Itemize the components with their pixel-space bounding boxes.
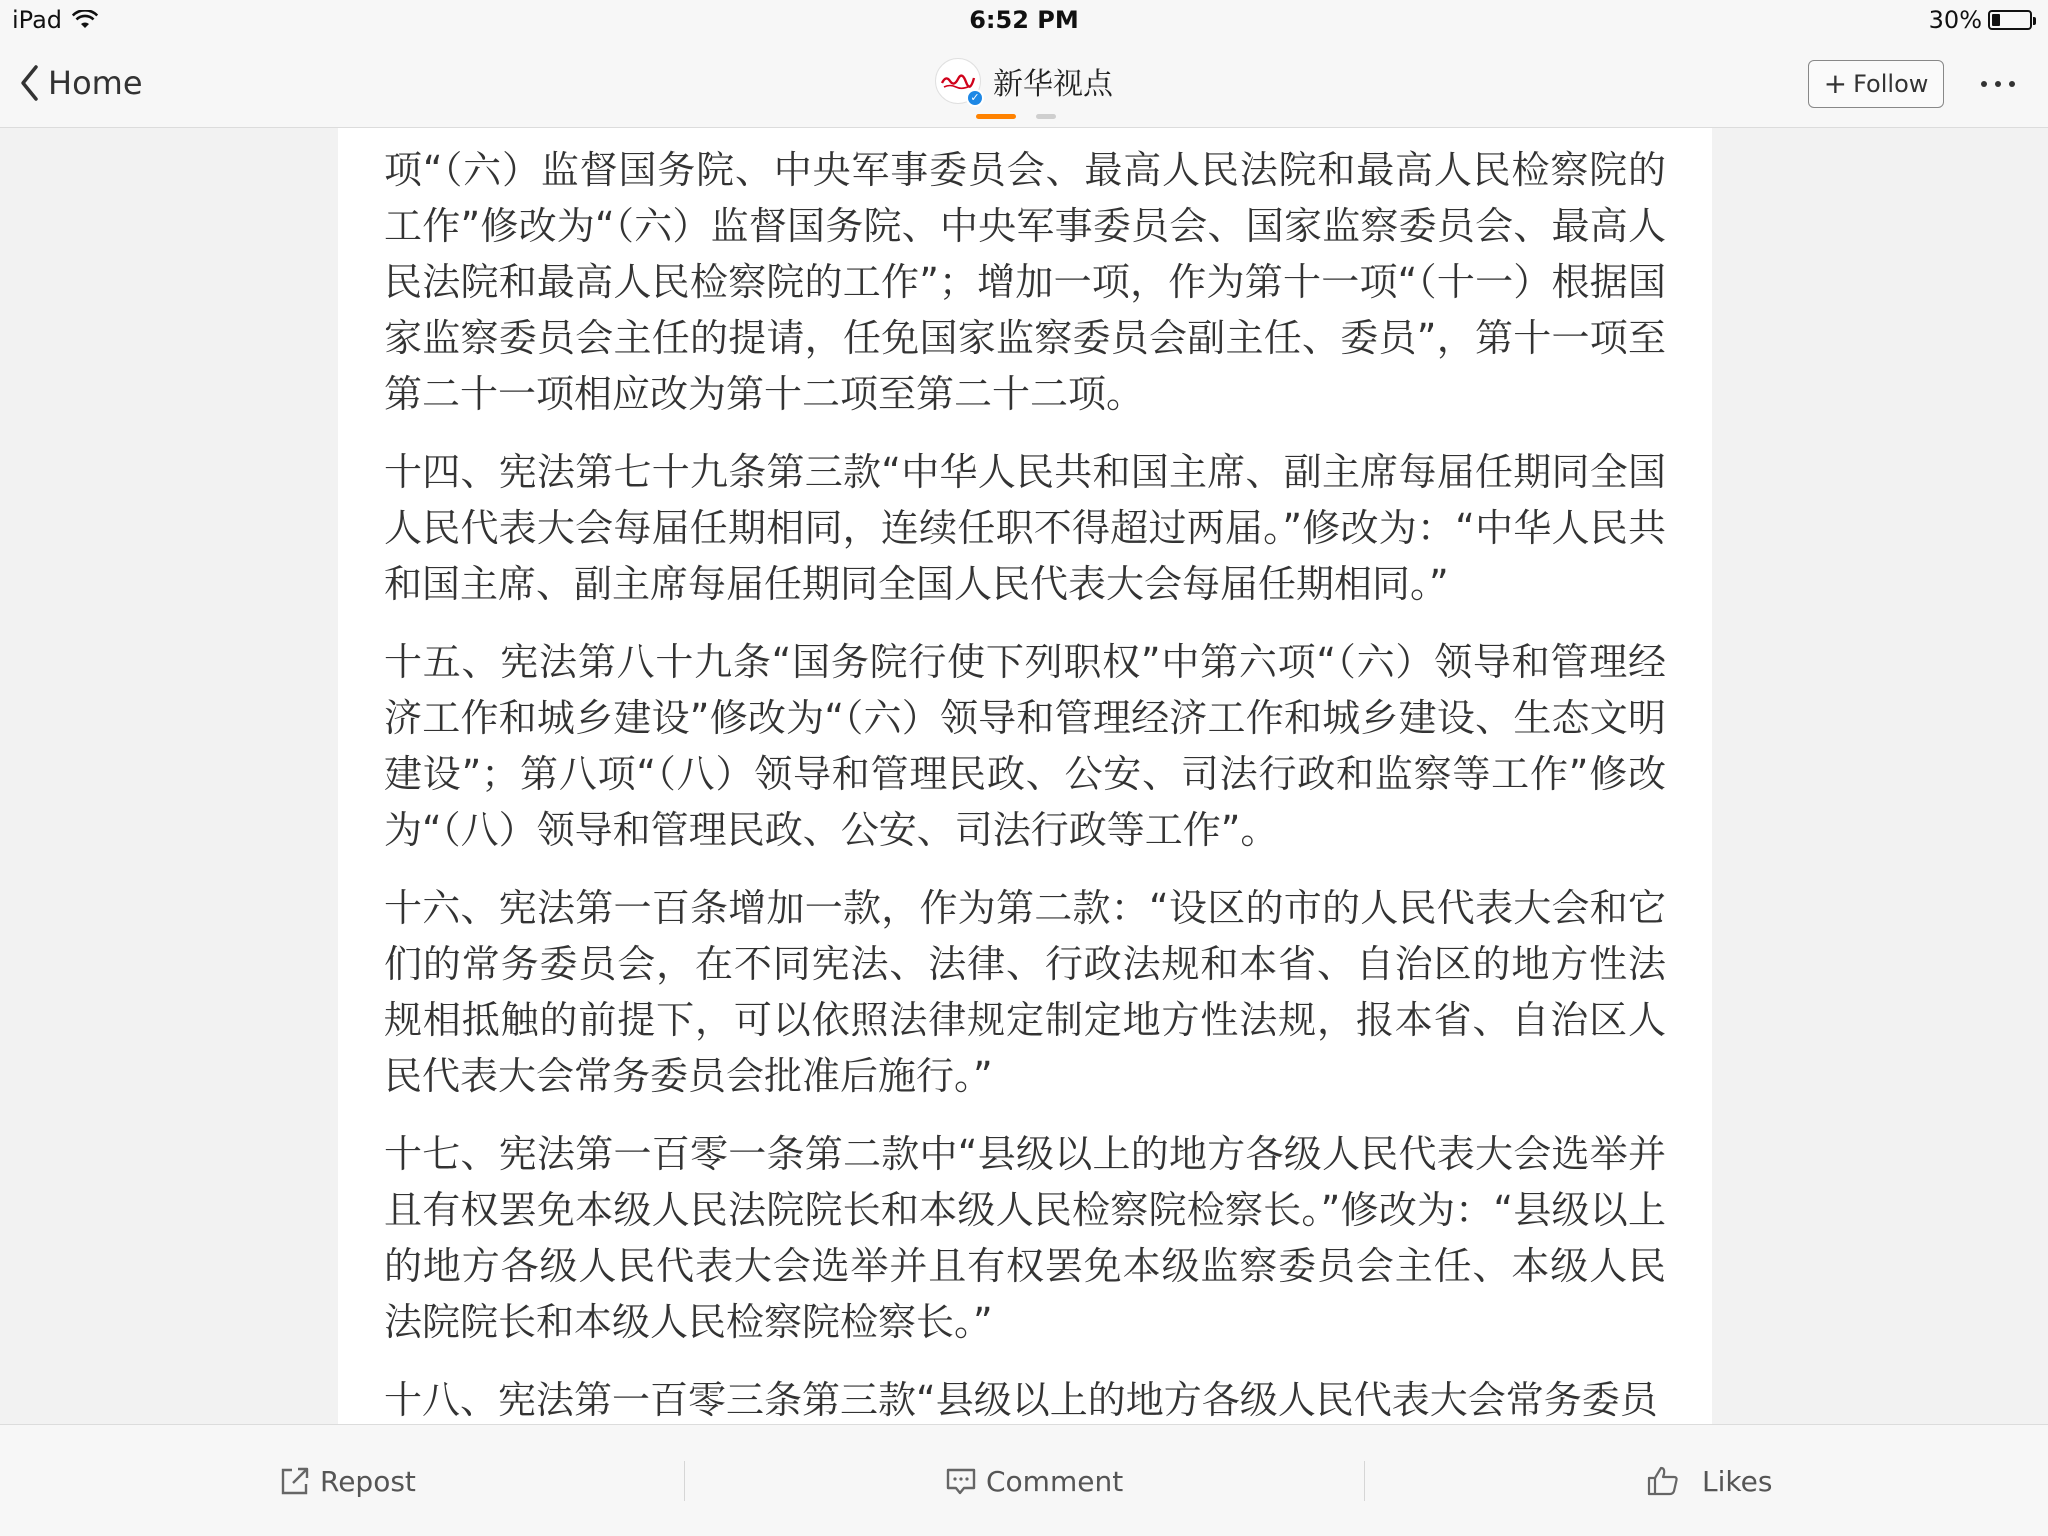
nav-title-group[interactable]: [0, 58, 2048, 104]
likes-label: Likes: [1702, 1464, 1773, 1498]
comment-label: Comment: [986, 1464, 1124, 1498]
repost-icon: [278, 1464, 312, 1498]
battery-fill: [1992, 14, 2000, 26]
follow-label: Follow: [1853, 70, 1929, 98]
comment-button[interactable]: [944, 1453, 1123, 1509]
status-time: 6:52 PM: [969, 6, 1079, 34]
likes-button[interactable]: [1646, 1453, 1772, 1509]
article-paragraph: 十四、宪法第七十九条第三款“中华人民共和国主席、副主席每届任期同全国人民代表大会每届任期相同，连续任职不得超过两届。”修改为：“中华人民共和国主席、副主席每届任期同全国人民代表大会每届任期相同。”: [384, 450, 1666, 606]
repost-button[interactable]: [278, 1453, 416, 1509]
more-button[interactable]: [1966, 64, 2030, 104]
more-dot: [1981, 81, 1987, 87]
follow-button[interactable]: [1808, 60, 1944, 108]
nav-bar: [0, 40, 2048, 128]
avatar: [935, 58, 981, 104]
article-body: [384, 142, 1666, 1424]
article-paragraph: 十八、宪法第一百零三条第三款“县级以上的地方各级人民代表大会常务委员: [384, 1378, 1658, 1422]
plus-icon: +: [1823, 67, 1848, 100]
article-content[interactable]: [338, 128, 1712, 1424]
article-paragraph: 十六、宪法第一百条增加一款，作为第二款：“设区的市的人民代表大会和它们的常务委员会，在不同宪法、法律、行政法规和本省、自治区的地方性法规相抵触的前提下，可以依照法律规定制定地方性法规，报本省、自治区人民代表大会常务委员会批准后施行。”: [384, 886, 1666, 1098]
tab-indicator-inactive: [1036, 114, 1056, 119]
tab-indicator-active: [976, 114, 1016, 119]
article-paragraph: 十五、宪法第八十九条“国务院行使下列职权”中第六项“（六）领导和管理经济工作和城乡建设”修改为“（六）领导和管理经济工作和城乡建设、生态文明建设”；第八项“（八）领导和管理民政、公安、司法行政和监察等工作”修改为“（八）领导和管理民政、公安、司法行政等工作”。: [384, 640, 1666, 852]
back-label: Home: [48, 64, 143, 102]
thumbs-up-icon: [1646, 1464, 1680, 1498]
toolbar-divider: [1364, 1461, 1365, 1501]
more-dot: [2009, 81, 2015, 87]
article-paragraph: 项“（六）监督国务院、中央军事委员会、最高人民法院和最高人民检察院的工作”修改为“（六）监督国务院、中央军事委员会、国家监察委员会、最高人民法院和最高人民检察院的工作”；增加一项，作为第十一项“（十一）根据国家监察委员会主任的提请，任免国家监察委员会副主任、委员”，第十一项至第二十一项相应改为第十二项至第二十二项。: [384, 148, 1666, 416]
comment-icon: [944, 1464, 978, 1498]
battery-percent: 30%: [1928, 6, 1982, 34]
article-paragraph: 十七、宪法第一百零一条第二款中“县级以上的地方各级人民代表大会选举并且有权罢免本级人民法院院长和本级人民检察院检察长。”修改为：“县级以上的地方各级人民代表大会选举并且有权罢免本级监察委员会主任、本级人民法院院长和本级人民检察院检察长。”: [384, 1132, 1666, 1344]
status-bar: [0, 0, 2048, 40]
battery-icon: [1988, 10, 2032, 30]
tab-indicator: [0, 114, 2048, 119]
toolbar-divider: [684, 1461, 685, 1501]
more-dot: [1995, 81, 2001, 87]
bottom-toolbar: [0, 1424, 2048, 1536]
repost-label: Repost: [320, 1464, 416, 1498]
verified-badge-icon: ✓: [966, 89, 984, 107]
device-label: iPad: [12, 6, 63, 34]
page-title: 新华视点: [993, 67, 1113, 102]
status-right: [1929, 6, 2032, 34]
